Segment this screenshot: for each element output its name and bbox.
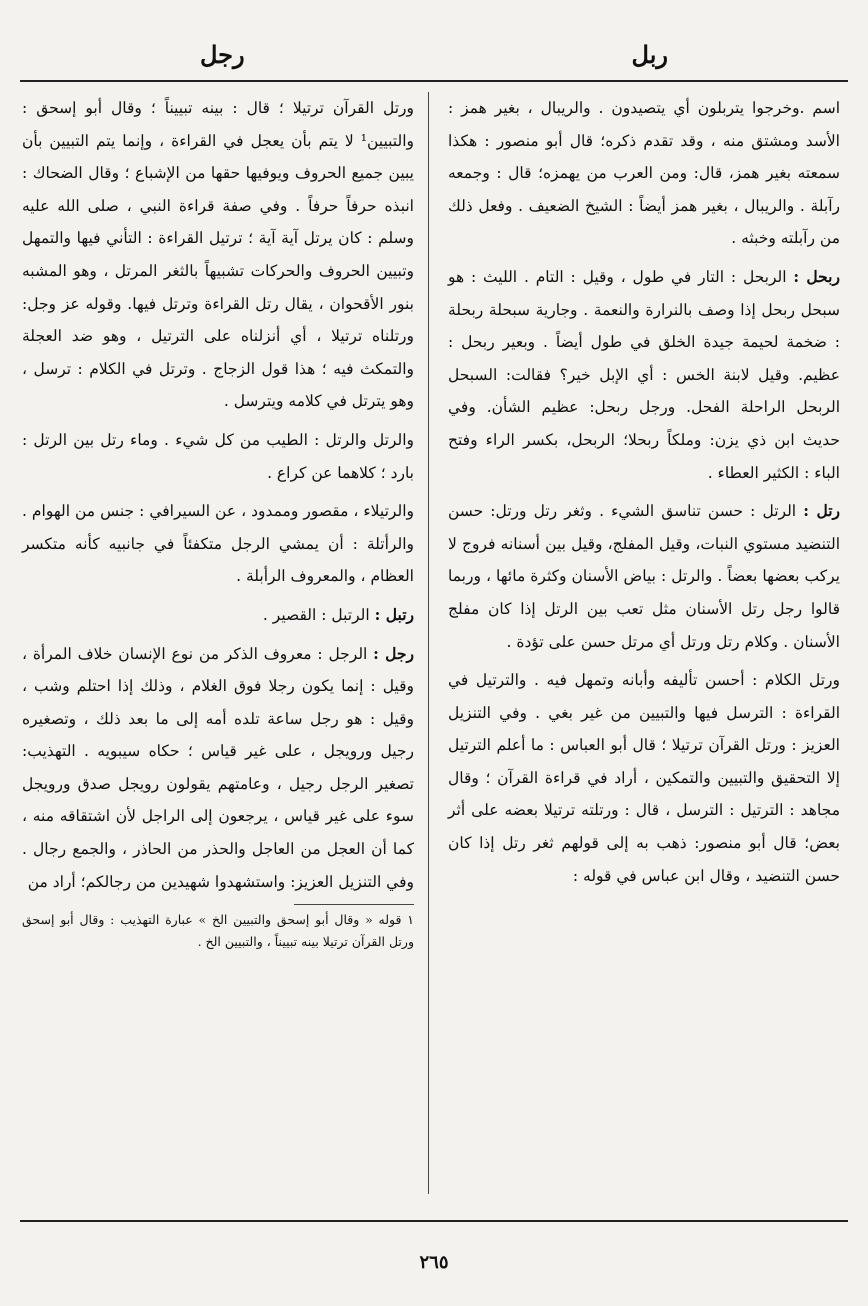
- entry-rutayla: [22, 495, 414, 593]
- entry-text: الرتبل : القصير .: [262, 605, 370, 624]
- top-rule: [20, 80, 848, 82]
- entry-text: ورتل الكلام : أحسن تأليفه وأبانه وتمهل فيه . والترتيل في القراءة : الترسل فيها والتبيين من غير بغي . وفي التنزيل العزيز : ورتل القرآن ترتيلا ؛ قال أبو العباس : ما أعلم الترتيل إلا التحقيق والتبيين والتمكين ، أراد في قراءة القرآن ؛ وقال مجاهد : الترتيل : الترسل ، قال : ورتلته ترتيلا بعضه على أثر بعض؛ قال أبو منصور: ذهب به إلى قولهم ثغر رتل إذا كان حسن التنضيد ، وقال ابن عباس في قوله :: [448, 671, 840, 885]
- column-divider: [428, 92, 429, 1194]
- entry-ratbal: [22, 599, 414, 632]
- entry-headword: رتبل :: [374, 604, 414, 624]
- running-header-right: ربل: [631, 40, 668, 69]
- footnote: ١ قوله « وقال أبو إسحق والتبيين الخ » عبارة التهذيب : وقال أبو إسحق ورتل القرآن ترتيلا بينه تبييناً ، والتبيين الخ .: [22, 912, 414, 950]
- entry-rabhal: [448, 261, 840, 489]
- entry-ratal-cont: [448, 664, 840, 892]
- entry-text: والرتل والرتل : الطيب من كل شيء . وماء رتل بين الرتل : بارد ؛ كلاهما عن كراع .: [22, 430, 414, 482]
- entry-headword: رتل :: [803, 501, 840, 521]
- entry-rabal-cont: [448, 92, 840, 255]
- page-number: ٢٦٥: [419, 1252, 449, 1273]
- running-header-left: رجل: [200, 40, 245, 69]
- entry-ratal-cont2: [22, 92, 414, 418]
- entry-text: والرتيلاء ، مقصور وممدود ، عن السيرافي : جنس من الهوام . والرأتلة : أن يمشي الرجل متكفئاً في جانبيه كأنه متكسر العظام ، والمعروف الرأبلة .: [22, 502, 414, 586]
- footnote-separator: [294, 904, 414, 905]
- entry-text: ورتل القرآن ترتيلا ؛ قال : بينه تبييناً ؛ وقال أبو إسحق : والتبيين¹ لا يتم بأن يعجل في القراءة ، وإنما يتم التبيين بأن يبين جميع الحروف ويوفيها حقها من الإشباع ؛ وقال الضحاك : انبذه حرفاً حرفاً . وفي صفة قراءة النبي ، صلى الله عليه وسلم : كان يرتل آية آية ؛ ترتيل القراءة : التأني فيها والتمهل وتبيين الحروف والحركات تشبيهاً بالثغر المرتل ، وهو المشبه بنور الأقحوان ، يقال رتل القراءة وترتل فيها. وقوله عز وجل: ورتلناه ترتيلا ، أي أنزلناه على الترتيل ، وهو ضد العجلة والتمكث فيه ؛ هذا قول الزجاج . وترتل في الكلام : ترسل ، وهو يترتل في كلامه ويترسل .: [22, 99, 414, 411]
- right-column: [448, 92, 840, 898]
- left-column: [22, 92, 414, 953]
- entry-text: الرتل : حسن تناسق الشيء . وثغر رتل ورتل: حسن التنضيد مستوي النبات، وقيل المفلج، وقيل بين أسنانه فروج لا يركب بعضها بعضاً . والرتل : بياض الأسنان وكثرة مائها ، وربما قالوا رجل رتل الأسنان مثل تعب بين الرتل إذا كان مفلج الأسنان . وكلام رتل ورتل أي مرتل حسن على تؤدة .: [448, 502, 840, 651]
- entry-text: الربحل : التار في طول ، وقيل : التام . الليث : هو سبحل ربحل إذا وصف بالنرارة والنعمة . وجارية سبحلة ربحلة : ضخمة لحيمة جيدة الخلق في طول أيضاً . وبعير ربحل : عظيم. وقيل لابنة الخس : أي الإبل خير؟ فقالت: السبحل الربحل الراحلة الفحل. ورجل ربحل: عظيم الشأن. وفي حديث ابن ذي يزن: وملكاً ربحلا؛ الربحل، بكسر الراء وفتح الباء : الكثير العطاء .: [448, 267, 840, 482]
- entry-ratal: [448, 495, 840, 658]
- entry-ratl-tayyib: [22, 424, 414, 489]
- entry-text: الرجل : معروف الذكر من نوع الإنسان خلاف المرأة ، وقيل : إنما يكون رجلا فوق الغلام ، وذلك إذا احتلم وشب ، وقيل : هو رجل ساعة تلده أمه إلى ما بعد ذلك ، وتصغيره رجيل ورويجل ، على غير قياس ؛ حكاه سيبويه . التهذيب: تصغير الرجل رجيل ، وعامتهم يقولون رويجل صدق ورويجل سوء على غير قياس ، يرجعون إلى الراجل لأن اشتقاقه منه ، كما أن العجل من العاجل والحذر من الحاذر ، والجمع رجال . وفي التنزيل العزيز: واستشهدوا شهيدين من رجالكم؛ أراد من: [22, 644, 414, 891]
- entry-headword: ربحل :: [793, 266, 840, 286]
- entry-headword: رجل :: [373, 643, 414, 663]
- entry-rajul: [22, 638, 414, 899]
- bottom-rule: [20, 1220, 848, 1222]
- entry-text: اسم .وخرجوا يتربلون أي يتصيدون . والريبال ، بغير همز : الأسد ومشتق منه ، وقد تقدم ذكره؛ قال أبو منصور : هكذا سمعته بغير همز، قال: ومن العرب من يهمزه؛ قال : وجمعه رآبلة . والريبال ، بغير همز أيضاً : الشيخ الضعيف . وفعل ذلك من رآبلته وخبثه .: [448, 99, 840, 248]
